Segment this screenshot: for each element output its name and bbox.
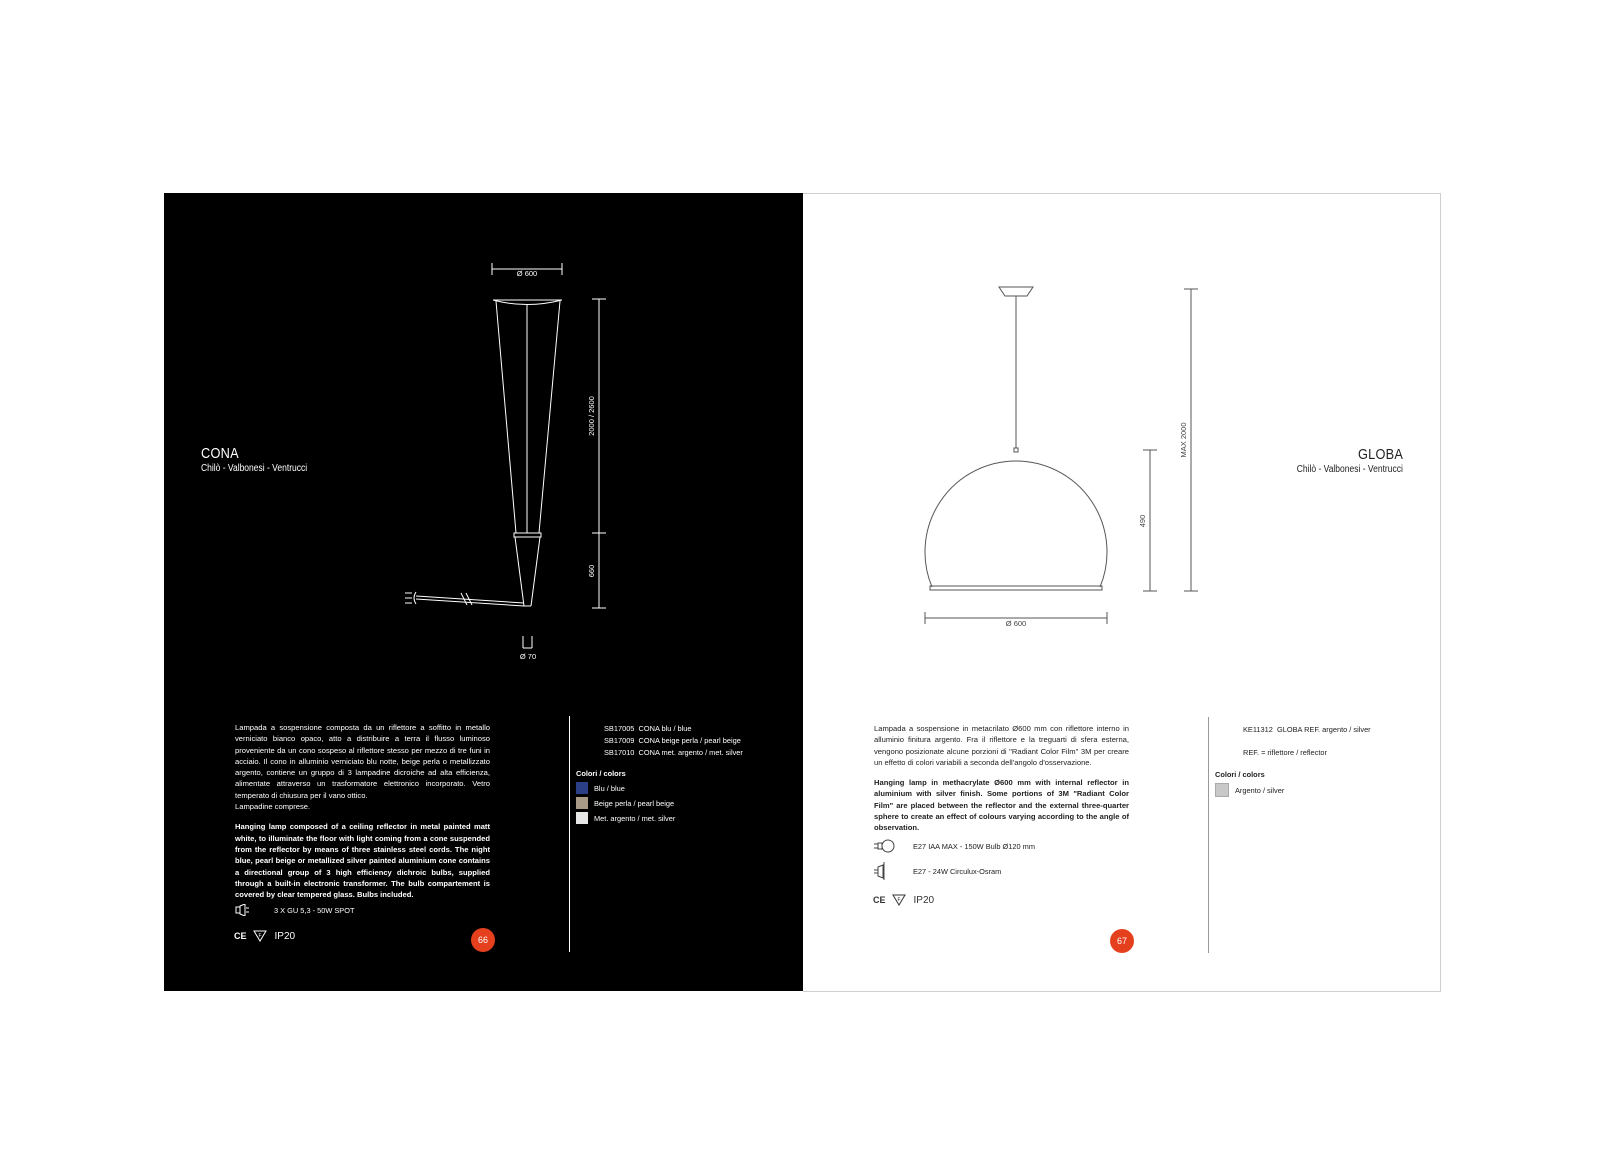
- circulux-bulb-icon: [873, 861, 895, 881]
- bulb-spec-2: E27 - 24W Circulux-Osram: [913, 866, 1002, 876]
- bulb-spec-row: [873, 839, 1035, 853]
- dim-diameter: Ø 600: [1005, 619, 1027, 628]
- description-en: Hanging lamp composed of a ceiling reflector in metal painted matt white, to illuminate the floor with light coming from a cone suspended from the reflector by means of three stainless steel cords. The night blue, pearl beige or metallized silver painted aluminium cone contains a directional group of 3 high efficiency dichroic bulbs, supplied through a built-in electronic transformer. The bulb compartement is covered by clear tempered glass. Bulbs included.: [235, 822, 490, 900]
- bulb-spec-1: E27 IAA MAX - 150W Bulb Ø120 mm: [913, 841, 1035, 851]
- code-line: SB17009 CONA beige perla / pearl beige: [604, 736, 741, 745]
- dim-height-cone: 660: [587, 564, 596, 578]
- code-line: SB17005 CONA blu / blue: [604, 724, 692, 733]
- bulb-spec-row: [873, 861, 1001, 881]
- dim-height-total: 2000 / 2600: [587, 396, 596, 436]
- colors-title: Colori / colors: [1215, 770, 1265, 779]
- svg-text:F: F: [257, 933, 262, 939]
- ref-note: REF. = riflettore / reflector: [1243, 748, 1327, 757]
- swatch-silver: [1215, 783, 1229, 797]
- color-swatch-row: Met. argento / met. silver: [576, 812, 675, 824]
- f-mark-icon: [253, 930, 267, 942]
- designers-globa: Chilò - Valbonesi - Ventrucci: [1296, 464, 1403, 475]
- description-globa: [874, 723, 1129, 843]
- ce-mark: CE: [873, 895, 886, 905]
- swatch-blue: [576, 782, 588, 794]
- code-line: SB17010 CONA met. argento / met. silver: [604, 748, 743, 757]
- svg-text:F: F: [896, 897, 901, 903]
- catalog-spread: [164, 193, 1441, 991]
- swatch-pearl-beige: [576, 797, 588, 809]
- divider-line: [569, 716, 570, 952]
- ip-rating: IP20: [913, 894, 935, 906]
- divider-line: [1208, 717, 1209, 953]
- bulb-spec-row: [234, 904, 355, 916]
- dim-height-max: MAX 2000: [1179, 422, 1188, 458]
- color-swatch-row: Blu / blue: [576, 782, 625, 794]
- color-swatch-row: Argento / silver: [1215, 783, 1284, 797]
- dim-diameter-bottom: Ø 70: [519, 652, 537, 661]
- dim-height-sphere: 490: [1138, 514, 1147, 528]
- f-mark-icon: [892, 894, 906, 906]
- ce-mark: CE: [234, 931, 247, 941]
- colors-title: Colori / colors: [576, 769, 626, 778]
- designers-cona: Chilò - Valbonesi - Ventrucci: [201, 463, 308, 474]
- code-line: KE11312 GLOBA REF. argento / silver: [1243, 725, 1371, 734]
- page-cona: [164, 193, 803, 991]
- certifications-globa: [873, 894, 934, 906]
- certifications-cona: [234, 930, 295, 942]
- color-swatch-row: Beige perla / pearl beige: [576, 797, 674, 809]
- swatch-silver: [576, 812, 588, 824]
- bulb-spec: 3 X GU 5,3 - 50W SPOT: [274, 905, 355, 915]
- description-en: Hanging lamp in methacrylate Ø600 mm with internal reflector in aluminium with silver finish. Some portions of 3M "Radiant Color Film" are placed between the reflector and the external three-quarter sphere to create an effect of colours varying according to the angle of observation.: [874, 778, 1129, 833]
- description-it: Lampada a sospensione composta da un riflettore a soffitto in metallo verniciato bianco opaco, atto a distribuire a terra il flusso luminoso proveniente da un cono sospeso al riflettore stesso per mezzo di tre funi in acciaio. Il cono in alluminio verniciato blu notte, beige perla o metallizzato argento, contiene un gruppo di 3 lampadine dicroiche ad alta efficienza, alimentate attraverso un trasformatore elettronico incorporato. Vetro temperato di chiusura per il vano ottico. Lampadine comprese.: [235, 723, 490, 812]
- dim-diameter-top: Ø 600: [516, 269, 538, 278]
- ip-rating: IP20: [274, 930, 296, 942]
- product-codes-cona: [604, 723, 743, 759]
- page-number-66: 66: [471, 928, 495, 952]
- description-cona: [235, 722, 490, 909]
- spot-bulb-icon: [234, 904, 256, 916]
- product-codes-globa: [1243, 724, 1371, 759]
- page-globa: [803, 193, 1441, 992]
- page-number-67: 67: [1110, 929, 1134, 953]
- globe-bulb-icon: [873, 839, 895, 853]
- product-title-cona: CONA: [201, 445, 239, 462]
- description-it: Lampada a sospensione in metacrilato Ø600 mm con riflettore interno in alluminio finitura argento. Fra il riflettore e la treguarti di sfera esterna, vengono posizionate alcune porzioni di "Radiant Color Film" 3M per creare un effetto di colori variabili a seconda dell'angolo d'osservazione.: [874, 724, 1129, 767]
- product-title-globa: GLOBA: [1357, 446, 1403, 463]
